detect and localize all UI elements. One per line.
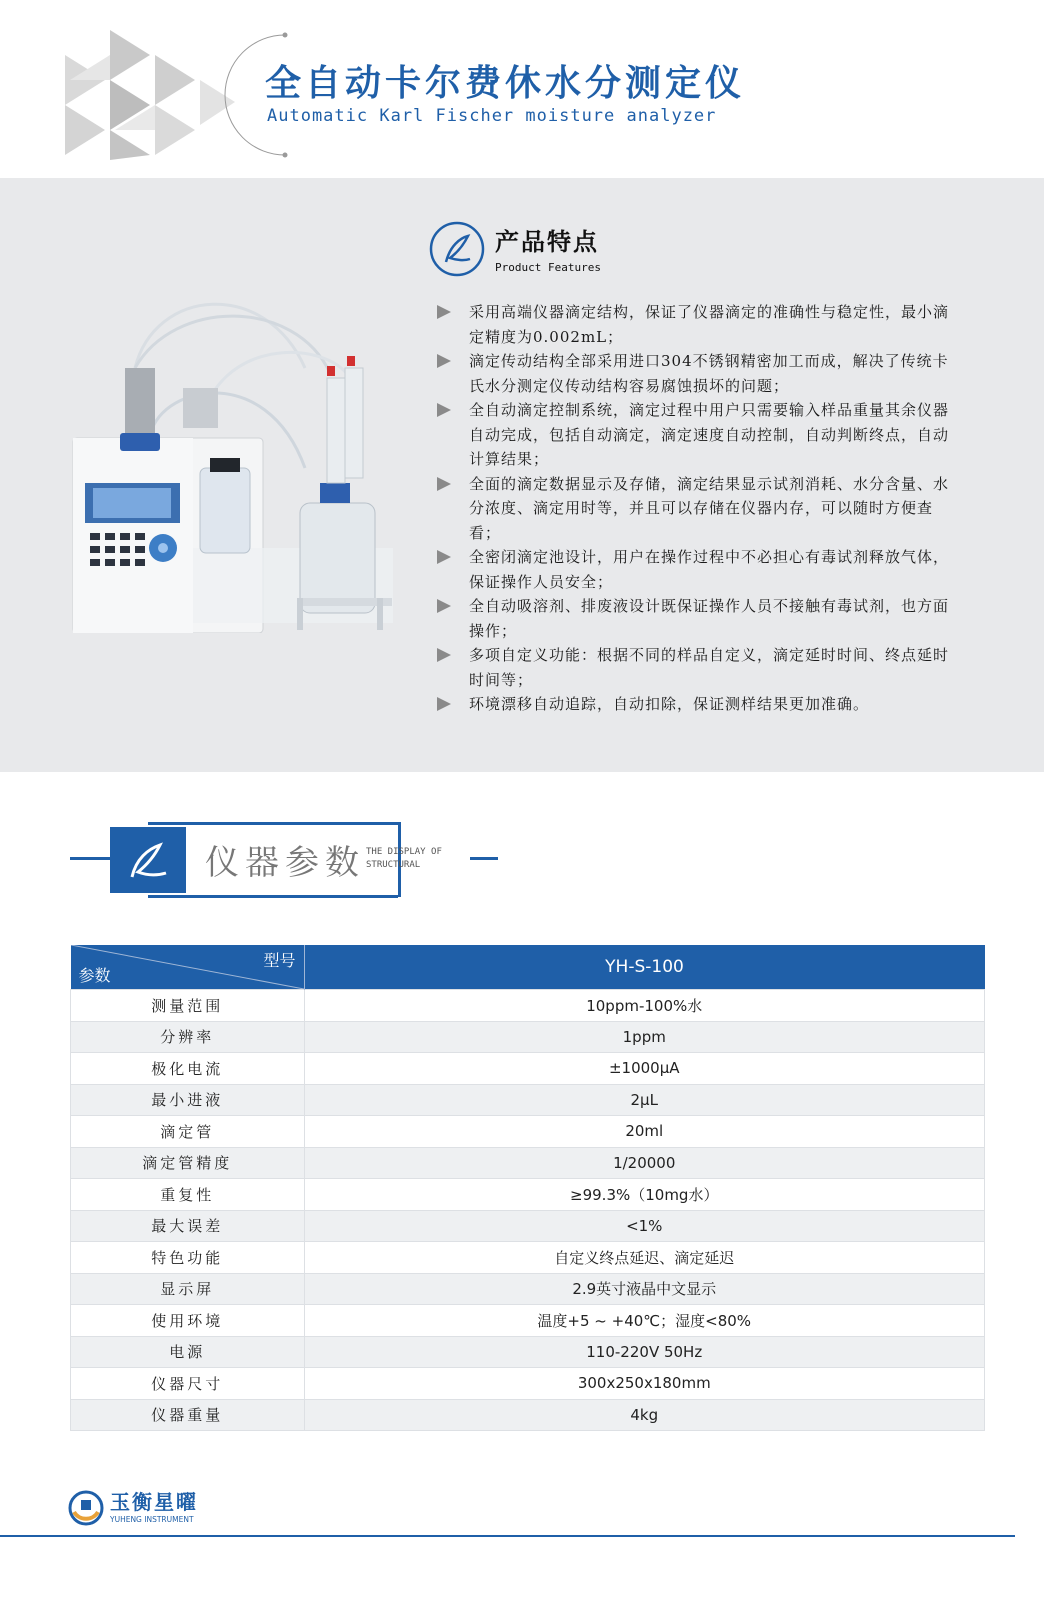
table-row bbox=[71, 1210, 985, 1242]
table-row bbox=[71, 990, 985, 1022]
triangle-decoration-icon bbox=[60, 30, 240, 160]
param-value: 10ppm-100%水 bbox=[304, 990, 985, 1022]
corner-model-label: 型号 bbox=[263, 951, 296, 970]
param-value: 温度+5 ~ +40℃；湿度<80% bbox=[304, 1305, 985, 1337]
corner-param-label: 参数 bbox=[78, 966, 111, 985]
param-value: 2.9英寸液晶中文显示 bbox=[304, 1273, 985, 1305]
arrow-bullet-icon bbox=[437, 648, 451, 662]
param-value: 20ml bbox=[304, 1116, 985, 1148]
feature-item bbox=[437, 472, 957, 546]
table-header-row bbox=[71, 945, 985, 990]
param-name: 仪器尺寸 bbox=[71, 1368, 305, 1400]
feature-text: 全自动吸溶剂、排废液设计既保证操作人员不接触有毒试剂，也方面操作； bbox=[469, 597, 950, 640]
param-name: 最大误差 bbox=[71, 1210, 305, 1242]
feature-text: 全密闭滴定池设计，用户在操作过程中不必担心有毒试剂释放气体，保证操作人员安全； bbox=[469, 548, 950, 591]
feature-item bbox=[437, 398, 957, 472]
page-title-english: Automatic Karl Fischer moisture analyzer bbox=[267, 106, 717, 126]
feature-item bbox=[437, 545, 957, 594]
param-name: 特色功能 bbox=[71, 1242, 305, 1274]
features-subtitle: Product Features bbox=[495, 261, 601, 274]
table-row bbox=[71, 1336, 985, 1368]
model-header: YH-S-100 bbox=[304, 945, 985, 990]
params-subtitle-line: THE DISPLAY OF bbox=[366, 847, 442, 857]
param-value: 自定义终点延迟、滴定延迟 bbox=[304, 1242, 985, 1274]
spec-table bbox=[70, 945, 985, 1431]
table-row bbox=[71, 1084, 985, 1116]
feature-item bbox=[437, 594, 957, 643]
param-name: 最小进液 bbox=[71, 1084, 305, 1116]
table-row bbox=[71, 1021, 985, 1053]
param-name: 滴定管精度 bbox=[71, 1147, 305, 1179]
features-list bbox=[437, 300, 957, 717]
param-value: 1/20000 bbox=[304, 1147, 985, 1179]
param-name: 重复性 bbox=[71, 1179, 305, 1211]
param-name: 极化电流 bbox=[71, 1053, 305, 1085]
param-name: 测量范围 bbox=[71, 990, 305, 1022]
feature-item bbox=[437, 692, 957, 717]
feather-logo-icon bbox=[428, 220, 486, 278]
feature-text: 全自动滴定控制系统，滴定过程中用户只需要输入样品重量其余仪器自动完成，包括自动滴定，滴定速度自动控制，自动判断终点，自动计算结果； bbox=[469, 401, 950, 468]
param-value: 4kg bbox=[304, 1399, 985, 1431]
table-row bbox=[71, 1273, 985, 1305]
feature-text: 全面的滴定数据显示及存储，滴定结果显示试剂消耗、水分含量、水分浓度、滴定用时等，并且可以存储在仪器内存，可以随时方便查看； bbox=[469, 474, 950, 542]
table-row bbox=[71, 1179, 985, 1211]
feature-text: 滴定传动结构全部采用进口304不锈钢精密加工而成，解决了传统卡氏水分测定仪传动结构容易腐蚀损坏的问题； bbox=[469, 352, 949, 395]
param-value: <1% bbox=[304, 1210, 985, 1242]
arrow-bullet-icon bbox=[437, 599, 451, 613]
table-row bbox=[71, 1242, 985, 1274]
header bbox=[0, 0, 1044, 178]
product-photo bbox=[65, 278, 395, 633]
table-corner-cell bbox=[71, 945, 305, 990]
arrow-bullet-icon bbox=[437, 550, 451, 564]
arrow-bullet-icon bbox=[437, 354, 451, 368]
params-heading bbox=[0, 815, 1044, 905]
feature-text: 采用高端仪器滴定结构，保证了仪器滴定的准确性与稳定性，最小滴定精度为0.002mL； bbox=[469, 303, 950, 346]
brand-logo-icon bbox=[68, 1490, 104, 1526]
feature-item bbox=[437, 349, 957, 398]
param-value: 300x250x180mm bbox=[304, 1368, 985, 1400]
params-subtitle bbox=[366, 846, 442, 872]
param-name: 滴定管 bbox=[71, 1116, 305, 1148]
divider bbox=[70, 857, 112, 860]
params-logo-icon bbox=[110, 827, 186, 893]
footer-divider bbox=[0, 1535, 1015, 1537]
param-value: 110-220V 50Hz bbox=[304, 1336, 985, 1368]
param-name: 电源 bbox=[71, 1336, 305, 1368]
param-value: 2μL bbox=[304, 1084, 985, 1116]
table-row bbox=[71, 1399, 985, 1431]
feature-item bbox=[437, 643, 957, 692]
arrow-bullet-icon bbox=[437, 305, 451, 319]
param-name: 仪器重量 bbox=[71, 1399, 305, 1431]
features-panel bbox=[0, 178, 1044, 772]
param-value: 1ppm bbox=[304, 1021, 985, 1053]
param-value: ±1000μA bbox=[304, 1053, 985, 1085]
params-title: 仪器参数 bbox=[205, 843, 365, 883]
brand-name: 玉衡星曜 bbox=[110, 1490, 198, 1514]
arrow-bullet-icon bbox=[437, 477, 451, 491]
arrow-bullet-icon bbox=[437, 697, 451, 711]
features-title: 产品特点 bbox=[495, 228, 599, 256]
divider bbox=[470, 857, 498, 860]
table-row bbox=[71, 1305, 985, 1337]
params-subtitle-line: STRUCTURAL bbox=[366, 860, 421, 870]
param-name: 显示屏 bbox=[71, 1273, 305, 1305]
brand-name-english: YUHENG INSTRUMENT bbox=[110, 1515, 194, 1524]
table-row bbox=[71, 1053, 985, 1085]
param-name: 分辨率 bbox=[71, 1021, 305, 1053]
table-row bbox=[71, 1368, 985, 1400]
table-row bbox=[71, 1116, 985, 1148]
param-name: 使用环境 bbox=[71, 1305, 305, 1337]
table-row bbox=[71, 1147, 985, 1179]
arrow-bullet-icon bbox=[437, 403, 451, 417]
feature-text: 环境漂移自动追踪，自动扣除，保证测样结果更加准确。 bbox=[469, 695, 870, 713]
feature-item bbox=[437, 300, 957, 349]
page-title: 全自动卡尔费休水分测定仪 bbox=[265, 63, 746, 104]
feature-text: 多项自定义功能：根据不同的样品自定义，滴定延时时间、终点延时时间等； bbox=[469, 646, 950, 689]
param-value: ≥99.3%（10mg水） bbox=[304, 1179, 985, 1211]
